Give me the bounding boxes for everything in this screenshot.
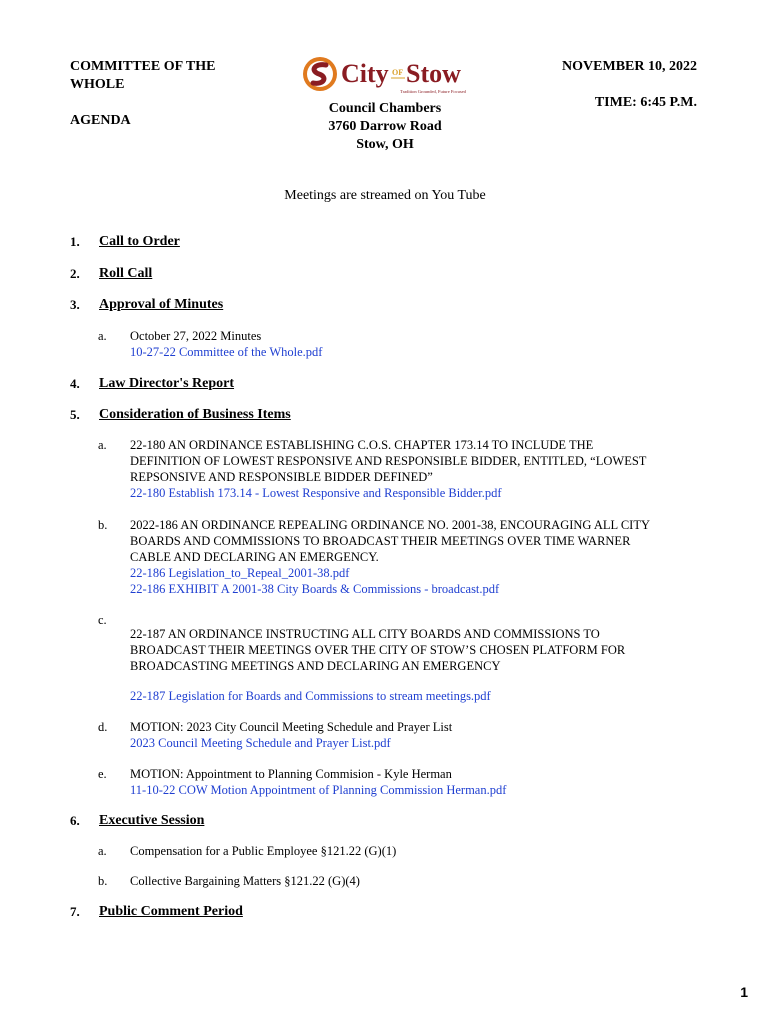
item-number: 7. — [70, 904, 80, 919]
venue: Council Chambers — [328, 101, 442, 116]
item-title: Public Comment Period — [99, 904, 243, 919]
subitem-letter: a. — [98, 844, 107, 858]
subitem-text-line: 2022-186 AN ORDINANCE REPEALING ORDINANCE NO. 2001-38, ENCOURAGING ALL CITY — [130, 518, 650, 532]
page-number: 1 — [740, 984, 748, 1000]
subitem-text: MOTION: Appointment to Planning Commision - Kyle Herman — [130, 767, 452, 781]
document-link[interactable]: 22-186 EXHIBIT A 2001-38 City Boards & Commissions - broadcast.pdf — [130, 582, 500, 596]
item-title: Consideration of Business Items — [99, 407, 291, 422]
item-title: Call to Order — [99, 234, 180, 249]
subitem-text: October 27, 2022 Minutes — [130, 329, 262, 343]
item-number: 4. — [70, 376, 80, 391]
city-state: Stow, OH — [356, 137, 414, 152]
city-logo-icon — [302, 54, 467, 96]
subitem-text-line: BOARDS AND COMMISSIONS TO BROADCAST THEIR MEETINGS OVER TIME WARNER — [130, 534, 631, 548]
subitem-text-line: REPSONSIVE AND RESPONSIBLE BIDDER DEFINED” — [130, 470, 433, 484]
item-title: Roll Call — [99, 266, 153, 281]
item-number: 2. — [70, 266, 80, 281]
subitem-letter: b. — [98, 874, 108, 888]
stream-note: Meetings are streamed on You Tube — [284, 188, 486, 203]
item-number: 1. — [70, 234, 80, 249]
subitem-text-line: DEFINITION OF LOWEST RESPONSIVE AND RESPONSIBLE BIDDER, ENTITLED, “LOWEST — [130, 454, 647, 468]
document-link[interactable]: 2023 Council Meeting Schedule and Prayer List.pdf — [130, 736, 391, 750]
item-title: Approval of Minutes — [99, 297, 224, 312]
subitem-letter: a. — [98, 329, 107, 343]
committee-title: COMMITTEE OF THE WHOLE — [70, 59, 216, 92]
meeting-location — [300, 100, 470, 154]
subitem-text-line: BROADCAST THEIR MEETINGS OVER THE CITY OF STOW’S CHOSEN PLATFORM FOR — [130, 643, 626, 657]
subitem-text-line: BROADCASTING MEETINGS AND DECLARING AN EMERGENCY — [130, 659, 501, 673]
subitem-letter: e. — [98, 767, 107, 781]
document-link[interactable]: 22-186 Legislation_to_Repeal_2001-38.pdf — [130, 566, 350, 580]
logo-of-text: OF — [392, 68, 404, 77]
subitem-text-line: 22-187 AN ORDINANCE INSTRUCTING ALL CITY BOARDS AND COMMISSIONS TO — [130, 627, 600, 641]
logo-tagline-text: Tradition Grounded, Future Focused — [400, 89, 466, 94]
document-link[interactable]: 10-27-22 Committee of the Whole.pdf — [130, 345, 323, 359]
item-title: Law Director's Report — [99, 376, 235, 391]
item-number: 3. — [70, 297, 80, 312]
street-address: 3760 Darrow Road — [328, 119, 442, 134]
subitem-letter: a. — [98, 438, 107, 452]
logo-stow-text: Stow — [406, 59, 461, 88]
city-of-stow-logo — [302, 54, 467, 96]
subitem-text: Compensation for a Public Employee §121.22 (G)(1) — [130, 844, 397, 858]
meeting-time: TIME: 6:45 P.M. — [594, 95, 697, 110]
meeting-date: NOVEMBER 10, 2022 — [562, 59, 697, 74]
item-number: 5. — [70, 407, 80, 422]
subitem-text: MOTION: 2023 City Council Meeting Schedule and Prayer List — [130, 720, 453, 734]
agenda-label: AGENDA — [70, 113, 131, 128]
subitem-text-line: 22-180 AN ORDINANCE ESTABLISHING C.O.S. CHAPTER 173.14 TO INCLUDE THE — [130, 438, 594, 452]
item-title: Executive Session — [99, 813, 205, 828]
document-link[interactable]: 22-187 Legislation for Boards and Commissions to stream meetings.pdf — [130, 689, 491, 703]
item-number: 6. — [70, 813, 80, 828]
subitem-letter: b. — [98, 518, 108, 532]
subitem-text-line: CABLE AND DECLARING AN EMERGENCY. — [130, 550, 379, 564]
document-link[interactable]: 22-180 Establish 173.14 - Lowest Responsive and Responsible Bidder.pdf — [130, 486, 502, 500]
subitem-letter: d. — [98, 720, 108, 734]
document-link[interactable]: 11-10-22 COW Motion Appointment of Planning Commission Herman.pdf — [130, 783, 507, 797]
logo-city-text: City — [341, 59, 389, 88]
subitem-text: Collective Bargaining Matters §121.22 (G)(4) — [130, 874, 360, 888]
subitem-letter: c. — [98, 613, 107, 627]
